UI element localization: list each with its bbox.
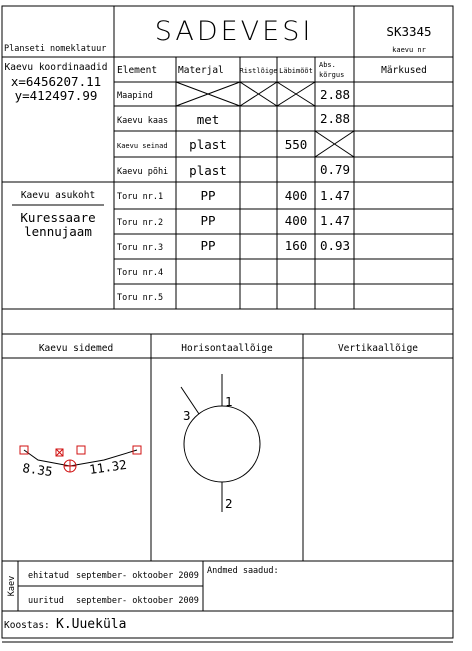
row-element: Kaevu seinad: [117, 142, 168, 150]
node-square-icon: [77, 446, 85, 454]
row-material: met: [196, 112, 220, 127]
author-label: Koostas:: [4, 620, 50, 631]
section-horizontal-title: Horisontaallõige: [181, 343, 273, 354]
col-header-cross-section: Ristlõige: [239, 67, 278, 75]
data-received-label: Andmed saadud:: [207, 566, 279, 576]
coord-x: x=6456207.11: [10, 74, 102, 89]
col-header-element: Element: [117, 65, 158, 76]
distance-left: 8.35: [21, 460, 54, 480]
well-number-label: kaevu nr: [392, 46, 426, 54]
row-element: Toru nr.5: [117, 293, 164, 303]
col-header-material: Materjal: [178, 65, 224, 76]
row-diameter: 160: [284, 238, 308, 253]
row-element: Toru nr.4: [117, 268, 164, 278]
map-nomenclature-label: Planseti nomeklatuur: [4, 44, 107, 54]
section-connections-title: Kaevu sidemed: [38, 343, 114, 354]
table-row: [117, 293, 163, 303]
row-abs-height: 1.47: [319, 188, 351, 203]
row-element: Toru nr.2: [117, 218, 164, 228]
table-row: [117, 268, 163, 278]
pipe-label-1: 1: [225, 394, 233, 409]
row-element: Maapind: [117, 91, 153, 101]
row-element: Kaevu põhi: [117, 167, 169, 177]
built-date: september- oktoober 2009: [76, 571, 199, 581]
author-name: K.Uueküla: [56, 617, 127, 632]
row-diameter: 550: [284, 137, 308, 152]
distance-right: 11.32: [88, 456, 128, 477]
row-material: PP: [200, 213, 216, 228]
row-material: plast: [189, 163, 227, 178]
coords-label: Kaevu koordinaadid: [4, 62, 108, 73]
row-abs-height: 1.47: [319, 213, 351, 228]
location-label: Kaevu asukoht: [20, 190, 96, 201]
coord-y: y=412497.99: [14, 88, 98, 103]
page-title: SADEVESI: [154, 16, 314, 47]
pipe-label-3: 3: [183, 408, 191, 423]
built-label: ehitatud: [28, 571, 69, 581]
row-diameter: 400: [284, 188, 308, 203]
col-header-abs-line1: Abs.: [319, 61, 336, 69]
measured-date: september- oktoober 2009: [76, 596, 199, 606]
col-header-diameter: Läbimõõt: [279, 67, 313, 75]
col-header-abs-line2: kõrgus: [319, 71, 345, 79]
measured-label: uuritud: [28, 596, 64, 606]
row-abs-height: 2.88: [319, 87, 351, 102]
row-diameter: 400: [284, 213, 308, 228]
row-material: PP: [200, 238, 216, 253]
pipe-label-2: 2: [225, 496, 233, 511]
row-material: PP: [200, 188, 216, 203]
row-element: Toru nr.3: [117, 243, 164, 253]
row-abs-height: 0.93: [319, 238, 351, 253]
row-element: Kaevu kaas: [117, 116, 169, 126]
section-vertical-title: Vertikaallõige: [337, 343, 419, 354]
row-abs-height: 2.88: [319, 111, 351, 126]
row-abs-height: 0.79: [319, 162, 351, 177]
location-line2: lennujaam: [24, 224, 92, 239]
location-line1: Kuressaare: [20, 210, 96, 225]
well-number: SK3345: [386, 24, 432, 39]
connections-drawing: [20, 446, 141, 479]
footer-side-label: Kaev: [7, 575, 17, 597]
row-element: Toru nr.1: [117, 192, 164, 202]
col-header-notes: Märkused: [381, 65, 427, 76]
table-row: [117, 137, 307, 152]
row-material: plast: [189, 137, 227, 152]
horizontal-section-drawing: [181, 374, 260, 512]
